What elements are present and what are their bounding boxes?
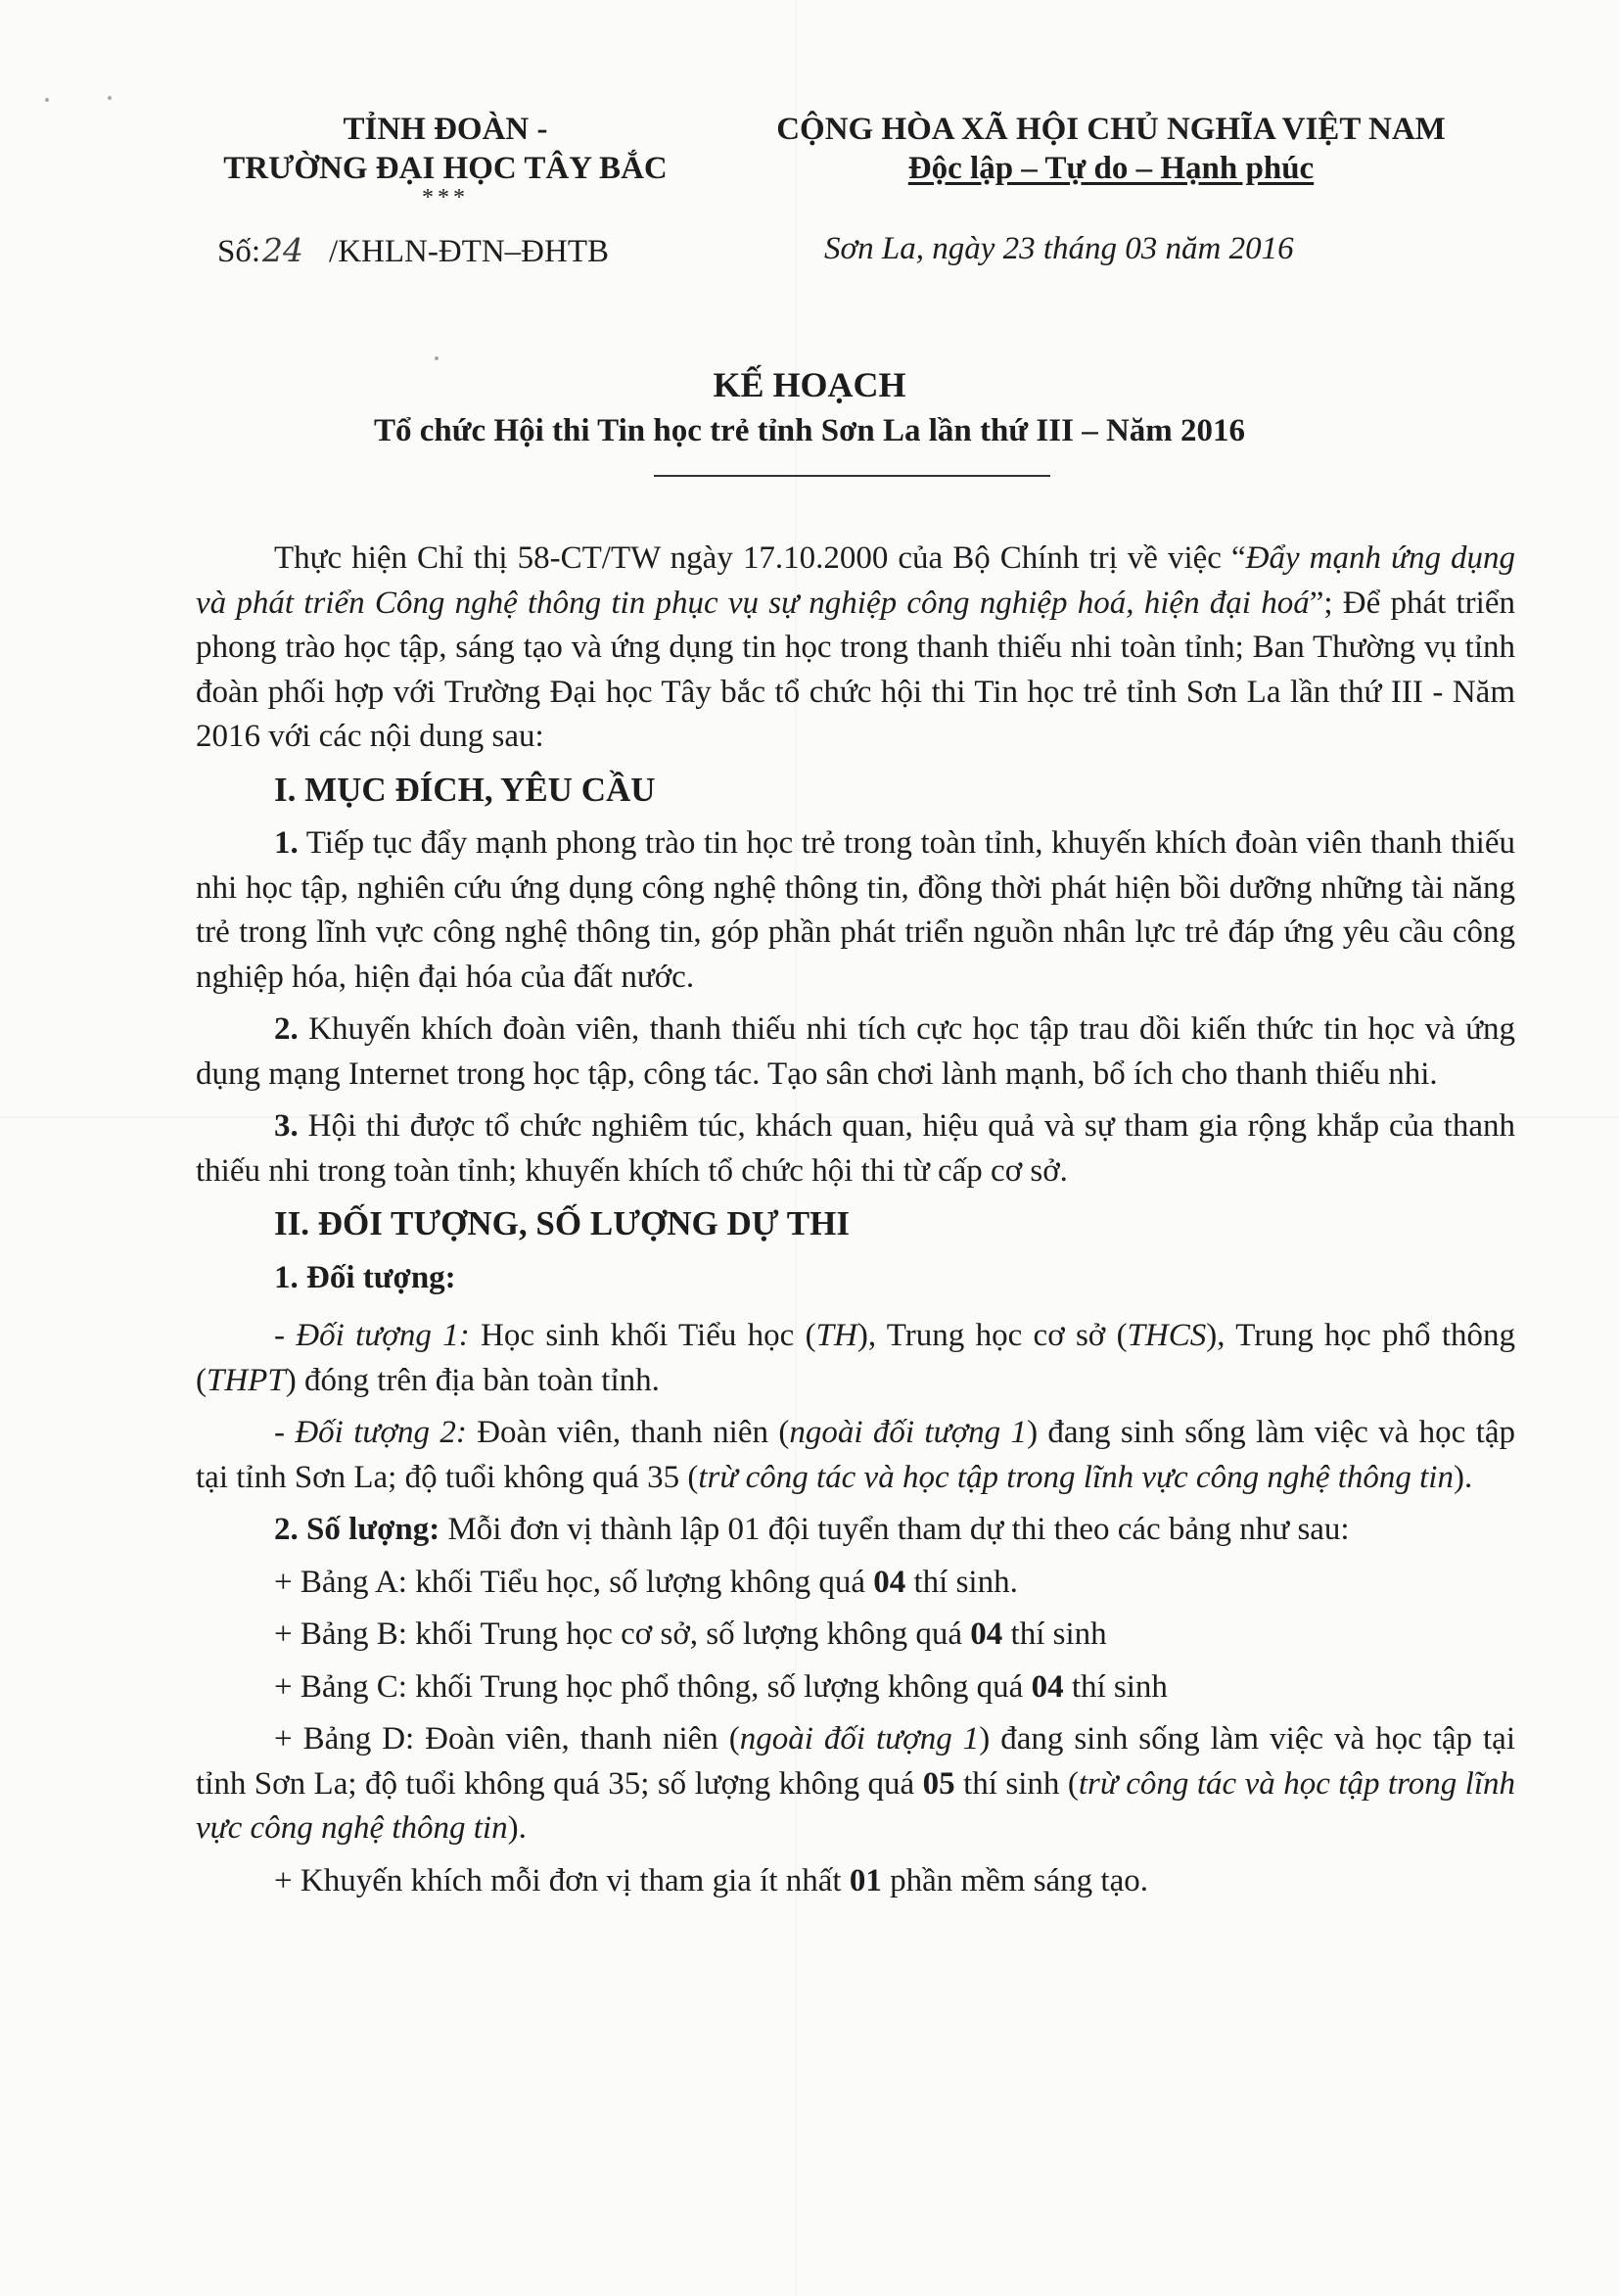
object-label: - Đối tượng 2: <box>274 1415 467 1450</box>
text-run: thí sinh ( <box>954 1765 1079 1802</box>
document-body <box>196 537 1515 1911</box>
intro-text-italic: Đẩy mạnh ứng dụng và phát triển Công nghệ thông tin phục vụ sự nghiệp công nghiệp hoá, hiện đại hoá <box>196 540 1515 621</box>
text-run: ) đóng trên địa bàn toàn tỉnh. <box>285 1362 660 1398</box>
item-number: 3. <box>274 1108 299 1144</box>
national-motto <box>719 110 1503 188</box>
scan-speck <box>45 98 49 102</box>
nation-line-2: Độc lập – Tự do – Hạnh phúc <box>907 151 1315 186</box>
title-underline <box>654 475 1050 477</box>
item-number: 1. <box>274 825 299 861</box>
section-2-heading: II. ĐỐI TƯỢNG, SỐ LƯỢNG DỰ THI <box>274 1204 850 1242</box>
item-text: Khuyến khích đoàn viên, thanh thiếu nhi tích cực học tập trau dồi kiến thức tin học và ứng dụng mạng Internet trong học tập, công tác. Tạo sân chơi lành mạnh, bổ ích cho thanh thiếu nhi. <box>196 1011 1515 1092</box>
text-run: + Bảng A: khối Tiểu học, số lượng không quá <box>274 1564 874 1600</box>
issuing-organization <box>181 110 710 211</box>
text-run-italic: trừ công tác và học tập trong lĩnh vực công nghệ thông tin <box>196 1765 1515 1846</box>
text-run-italic: ngoài đối tượng 1 <box>789 1415 1028 1450</box>
text-run-italic: ngoài đối tượng 1 <box>739 1721 980 1757</box>
doc-number-prefix: Số: <box>217 234 261 269</box>
item-number: 2. <box>274 1011 299 1047</box>
text-run: ). <box>1453 1459 1473 1495</box>
text-run: + Bảng B: khối Trung học cơ sở, số lượng không quá <box>274 1617 971 1652</box>
section-1-item <box>196 1007 1515 1097</box>
intro-text-c: ”; Để phát triển phong trào học tập, sáng tạo và ứng dụng tin học trong thanh thiếu nhi toàn tỉnh; Ban Thường vụ tỉnh đoàn phối hợp với Trường Đại học Tây bắc tổ chức hội thi Tin học trẻ tỉnh Sơn La lần thứ III - Năm 2016 với các nội dung sau: <box>196 585 1515 754</box>
board-count: 04 <box>1031 1668 1064 1705</box>
text-run: ) đang sinh sống làm việc và học tập tại tỉnh Sơn La; độ tuổi không quá 35 ( <box>196 1415 1516 1495</box>
item-text: Hội thi được tổ chức nghiêm túc, khách quan, hiệu quả và sự tham gia rộng khắp của thanh thiếu nhi trong toàn tỉnh; khuyến khích tổ chức hội thi từ cấp cơ sở. <box>196 1108 1515 1189</box>
intro-text-a: Thực hiện Chỉ thị 58-CT/TW ngày 17.10.2000 của Bộ Chính trị về việc “ <box>274 540 1246 576</box>
document-subtitle: Tổ chức Hội thi Tin học trẻ tỉnh Sơn La lần thứ III – Năm 2016 <box>373 413 1246 448</box>
text-run-italic: TH <box>815 1318 857 1353</box>
text-run: Học sinh khối Tiểu học ( <box>469 1318 816 1353</box>
quantity-paragraph <box>196 1508 1515 1553</box>
section-1-heading: I. MỤC ĐÍCH, YÊU CẦU <box>274 770 656 809</box>
item-text: Tiếp tục đẩy mạnh phong trào tin học trẻ trong toàn tỉnh, khuyến khích đoàn viên thanh thiếu nhi học tập, nghiên cứu ứng dụng công nghệ thông tin, đồng thời phát hiện bồi dưỡng những tài năng trẻ trong lĩnh vực công nghệ thông tin, góp phần phát triển nguồn nhân lực trẻ đáp ứng yêu cầu công nghiệp hóa, hiện đại hóa của đất nước. <box>196 825 1515 995</box>
text-run: + Bảng D: Đoàn viên, thanh niên ( <box>274 1721 740 1757</box>
board-count: 04 <box>970 1617 1003 1652</box>
quantity-text: Mỗi đơn vị thành lập 01 đội tuyển tham dự thi theo các bảng như sau: <box>439 1512 1350 1547</box>
text-run: thí sinh <box>1002 1617 1107 1652</box>
nation-line-1: CỘNG HÒA XÃ HỘI CHỦ NGHĨA VIỆT NAM <box>776 112 1446 147</box>
document-number <box>217 231 609 270</box>
text-run-italic: trừ công tác và học tập trong lĩnh vực công nghệ thông tin <box>698 1459 1454 1495</box>
board-a <box>196 1561 1515 1606</box>
text-run-italic: THCS <box>1127 1318 1207 1353</box>
doc-number-suffix: /KHLN-ĐTN–ĐHTB <box>329 234 609 269</box>
object-label: - Đối tượng 1: <box>274 1318 470 1353</box>
scan-speck <box>435 356 439 360</box>
org-line-2: TRƯỜNG ĐẠI HỌC TÂY BẮC <box>223 151 668 186</box>
text-run: Đoàn viên, thanh niên ( <box>466 1415 790 1450</box>
text-run: phần mềm sáng tạo. <box>881 1862 1148 1898</box>
board-b <box>196 1613 1515 1658</box>
section-1-item <box>196 821 1515 1000</box>
board-d <box>196 1717 1515 1851</box>
org-stars: *** <box>422 185 469 211</box>
encourage-paragraph <box>196 1859 1515 1904</box>
text-run: ) đang sinh sống làm việc và học tập tại tỉnh Sơn La; độ tuổi không quá 35; số lượng không quá <box>196 1721 1515 1802</box>
section-1-item <box>196 1104 1515 1194</box>
document-title: KẾ HOẠCH <box>713 365 906 404</box>
scan-speck <box>108 96 112 100</box>
text-run: thí sinh <box>1063 1668 1168 1705</box>
intro-paragraph <box>196 537 1515 760</box>
software-count: 01 <box>849 1862 882 1898</box>
text-run: ), Trung học phổ thông ( <box>196 1318 1515 1398</box>
text-run-italic: THPT <box>207 1362 286 1398</box>
subsection-title: 2. Số lượng: <box>274 1512 440 1547</box>
object-1-paragraph <box>196 1314 1515 1403</box>
document-date: Sơn La, ngày 23 tháng 03 năm 2016 <box>824 231 1294 266</box>
doc-number-handwritten: 24 <box>262 231 304 269</box>
object-2-paragraph <box>196 1411 1515 1500</box>
board-count: 05 <box>922 1765 955 1802</box>
subsection-title: 1. Đối tượng: <box>274 1259 456 1295</box>
text-run: ), Trung học cơ sở ( <box>856 1318 1128 1353</box>
text-run: + Khuyến khích mỗi đơn vị tham gia ít nhất <box>274 1862 850 1898</box>
board-count: 04 <box>873 1564 906 1600</box>
board-c <box>196 1665 1515 1710</box>
org-line-1: TỈNH ĐOÀN - <box>343 112 548 147</box>
subsection-objects-heading <box>196 1256 1515 1301</box>
text-run: + Bảng C: khối Trung học phổ thông, số lượng không quá <box>274 1668 1032 1705</box>
text-run: thí sinh. <box>905 1564 1018 1600</box>
text-run: ). <box>507 1810 527 1846</box>
